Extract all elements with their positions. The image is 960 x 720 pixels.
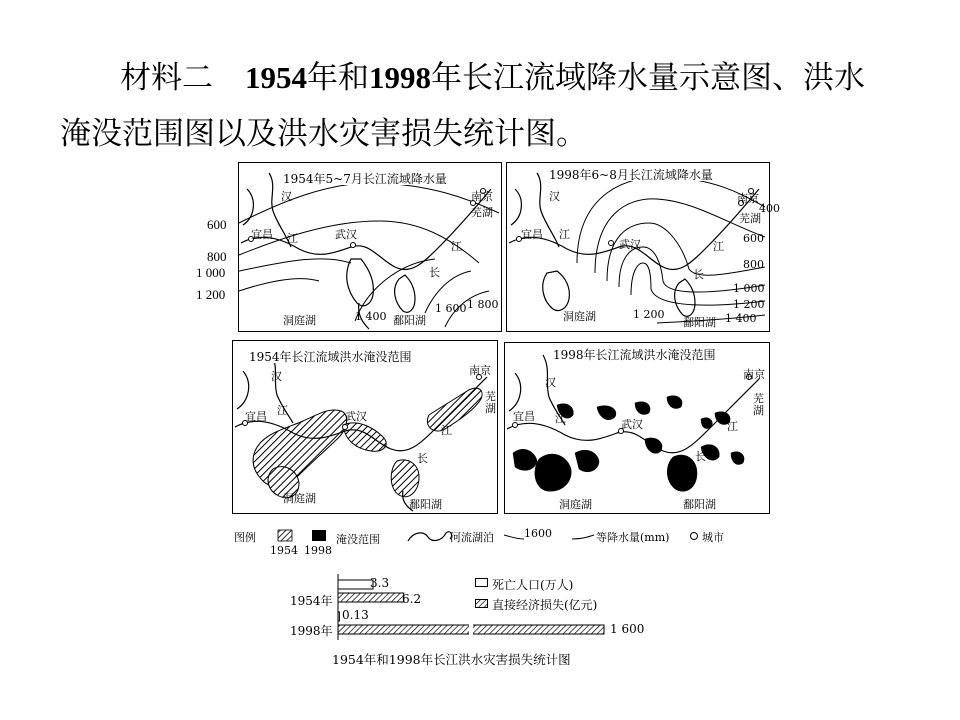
hatched-swatch-icon <box>278 530 292 541</box>
isoline-icon <box>572 535 594 539</box>
place-wuhan: 武汉 <box>345 410 367 423</box>
place-dongting: 洞庭湖 <box>283 314 316 327</box>
map-title: 1954年长江流域洪水淹没范围 <box>249 350 412 364</box>
yangtze-river <box>509 189 759 270</box>
map-rain-1954 <box>238 162 502 332</box>
place-han: 汉 <box>271 370 282 383</box>
category-1998: 1998年 <box>290 624 333 638</box>
map-title: 1998年长江流域洪水淹没范围 <box>553 348 716 362</box>
legend-loss-icon <box>475 599 489 609</box>
flood-patch <box>667 396 682 409</box>
isoline-label: 600 <box>743 232 764 245</box>
isoline-label: 800 <box>207 249 227 264</box>
place-chang: 长 <box>417 452 428 465</box>
isoline-label: 1 000 <box>196 265 226 280</box>
value-label-deaths-1954: 3.3 <box>370 576 390 590</box>
place-chang: 长 <box>429 266 440 279</box>
map-title: 1954年5~7月长江流域降水量 <box>283 172 447 186</box>
bar-deaths-1998年 <box>338 612 339 621</box>
value-label-loss-1954: 6.2 <box>402 592 422 606</box>
city-yichang <box>513 423 518 428</box>
flood-patch <box>575 450 599 472</box>
flood-patch <box>635 402 650 415</box>
value-label-loss-1998: 1 600 <box>610 622 645 636</box>
place-jiang: 江 <box>277 404 288 417</box>
dongting-lake <box>543 271 570 311</box>
legend-city: 城市 <box>702 531 724 544</box>
place-poyang: 鄱阳湖 <box>393 314 426 327</box>
river-lake-icon <box>408 532 452 541</box>
legend-deaths: 死亡人口(万人) <box>492 578 574 592</box>
material-label: 材料二 <box>120 60 213 96</box>
place-poyang: 鄱阳湖 <box>683 498 716 511</box>
isoline-label: 1 600 <box>435 302 467 315</box>
place-poyang: 鄱阳湖 <box>409 498 442 511</box>
isoline-label: 1 800 <box>467 298 499 311</box>
map-flood-1954 <box>232 340 498 514</box>
heading <box>60 50 920 162</box>
legend-1954: 1954 <box>270 544 298 557</box>
isoline-800 <box>239 221 479 263</box>
isoline-600 <box>239 183 499 223</box>
loss-chart <box>270 570 670 670</box>
isoline-label: 1 200 <box>733 298 765 311</box>
flood-patch <box>731 452 744 465</box>
legend-flooded: 淹没范围 <box>336 533 380 546</box>
place-nanjing: 南京 <box>743 368 765 381</box>
map-legend <box>232 527 772 557</box>
heading-line-1 <box>60 50 920 106</box>
isoline-label: 800 <box>743 258 764 271</box>
heading-line-2: 淹没范围图以及洪水灾害损失统计图。 <box>60 116 587 152</box>
tributary-north <box>511 189 521 225</box>
legend-isoline-value: 1600 <box>524 527 552 540</box>
isoline-icon <box>504 535 524 539</box>
flood-patch <box>597 406 616 420</box>
yangtze-river <box>241 189 491 270</box>
place-wuhan: 武汉 <box>335 228 357 241</box>
isoline-label: 1 200 <box>196 287 226 302</box>
place-dongting: 洞庭湖 <box>283 492 316 505</box>
isoline-600 <box>595 199 765 273</box>
legend-isoline: 等降水量(mm) <box>596 531 670 544</box>
poyang-lake <box>675 279 695 316</box>
bar-loss-1954年 <box>338 593 404 602</box>
place-chang: 长 <box>693 268 704 281</box>
year-1998: 1998 <box>369 60 431 95</box>
heading-rest-1: 年长江流域降水量示意图、洪水 <box>431 60 865 96</box>
place-jiang-2: 江 <box>727 420 738 433</box>
flood-patch <box>535 454 571 491</box>
place-nanjing: 南京 <box>469 364 491 377</box>
place-nanjing: 南京 <box>737 192 759 205</box>
map-flood-1954-drawing <box>233 341 497 513</box>
place-dongting: 洞庭湖 <box>559 498 592 511</box>
place-wuhan: 武汉 <box>619 238 641 251</box>
place-han: 汉 <box>549 190 560 203</box>
isoline-1200 <box>239 279 319 291</box>
poyang-lake <box>395 275 415 312</box>
place-han: 汉 <box>545 376 556 389</box>
legend-rivers: 河流湖泊 <box>450 531 494 544</box>
isoline-label: 1 400 <box>355 310 387 323</box>
isoline-400 <box>577 177 765 263</box>
city-wuhan <box>343 425 348 430</box>
isoline-1000 <box>239 259 351 271</box>
city-circle-icon <box>691 533 698 540</box>
place-yichang: 宜昌 <box>245 410 267 423</box>
place-nanjing: 南京 <box>471 190 493 203</box>
tributary-north <box>243 189 253 225</box>
heading-and: 年和 <box>307 60 369 96</box>
place-wuhan: 武汉 <box>621 418 643 431</box>
isoline-label: 400 <box>759 202 780 215</box>
legend-loss: 直接经济损失(亿元) <box>492 598 598 612</box>
map-title: 1998年6~8月长江流域降水量 <box>549 168 713 182</box>
tributary <box>509 373 521 411</box>
place-jiang-2: 江 <box>451 240 462 253</box>
isoline-800 <box>607 223 765 281</box>
city-wuhan <box>609 241 614 246</box>
place-jiang: 江 <box>559 228 570 241</box>
flood-patch <box>667 455 697 491</box>
place-jiang: 江 <box>555 412 566 425</box>
place-wuhu: 芜湖 <box>471 206 493 219</box>
category-1954: 1954年 <box>290 594 333 608</box>
place-dongting: 洞庭湖 <box>563 310 596 323</box>
place-yichang: 宜昌 <box>251 228 273 241</box>
place-jiang: 江 <box>287 232 298 245</box>
place-han: 汉 <box>281 190 292 203</box>
city-wuhan <box>351 243 356 248</box>
place-jiang-2: 江 <box>441 424 452 437</box>
flood-area-poyang <box>391 460 419 497</box>
place-wuhu: 芜湖 <box>485 390 496 415</box>
bar-deaths-1954年 <box>338 580 373 589</box>
map-rain-1998 <box>506 162 780 332</box>
place-yichang: 宜昌 <box>513 410 535 423</box>
place-wuhu: 芜湖 <box>739 212 761 225</box>
place-wuhu: 芜湖 <box>753 392 764 417</box>
legend-1998: 1998 <box>304 544 332 557</box>
isoline-label: 1 400 <box>725 312 757 325</box>
loss-chart-title: 1954年和1998年长江洪水灾害损失统计图 <box>332 652 571 667</box>
flood-area-central <box>343 423 386 451</box>
dongting-lake <box>347 259 374 306</box>
isoline-label: 600 <box>207 217 227 232</box>
black-swatch-icon <box>312 530 326 541</box>
value-label-deaths-1998: 0.13 <box>342 608 369 622</box>
place-chang: 长 <box>695 450 706 463</box>
place-poyang: 鄱阳湖 <box>683 316 716 329</box>
flood-patch <box>513 449 537 470</box>
legend-deaths-icon <box>475 578 489 588</box>
place-yichang: 宜昌 <box>521 228 543 241</box>
isoline-label: 1 000 <box>733 282 765 295</box>
flood-area-west <box>253 410 347 486</box>
isoline-label: 1 200 <box>633 308 665 321</box>
legend-label: 图例 <box>234 531 256 544</box>
place-jiang-2: 江 <box>713 240 724 253</box>
year-1954: 1954 <box>245 60 307 95</box>
axis-break-mark <box>469 624 473 635</box>
tributary <box>237 371 249 409</box>
map-flood-1998 <box>504 342 770 514</box>
